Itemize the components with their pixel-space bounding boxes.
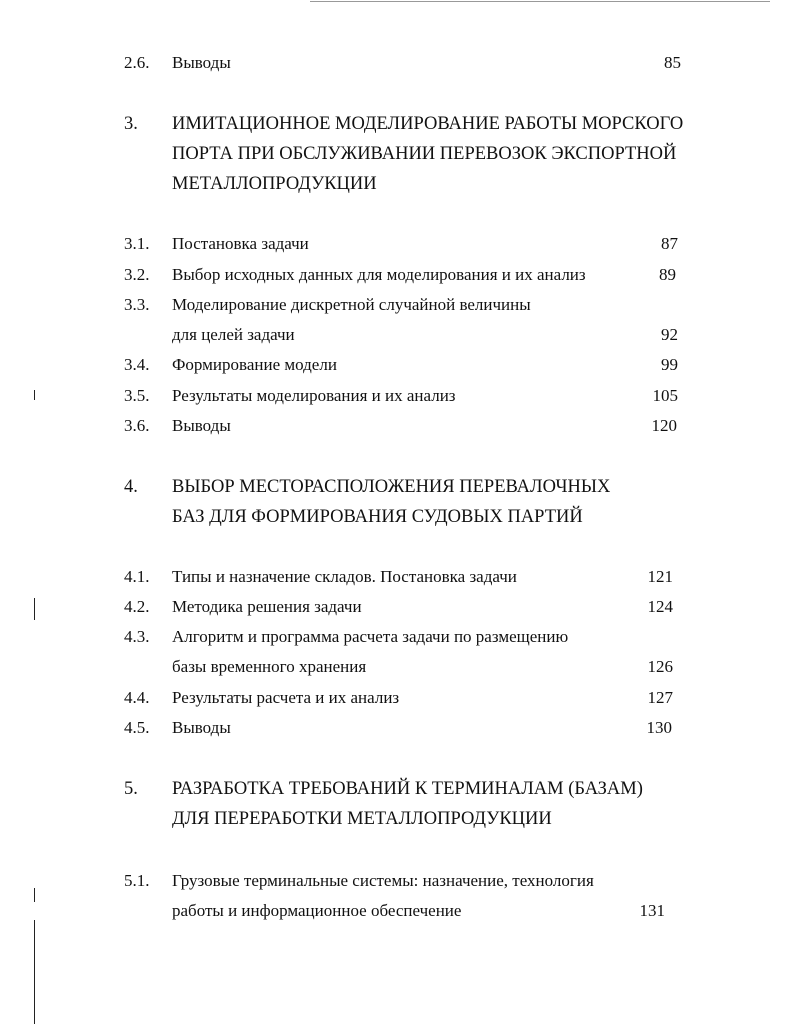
entry-title: Выводы <box>172 53 231 72</box>
entry-title-cont: для целей задачи <box>172 325 295 344</box>
entry-title: Постановка задачи <box>172 234 309 253</box>
scan-mark <box>34 920 35 1024</box>
chapter-title-line: ИМИТАЦИОННОЕ МОДЕЛИРОВАНИЕ РАБОТЫ МОРСКОГО <box>172 114 684 134</box>
entry-number: 4.1. <box>124 567 150 586</box>
entry-page: 124 <box>647 597 673 616</box>
scan-mark <box>34 888 35 902</box>
chapter-number: 5. <box>124 779 138 799</box>
entry-title: Методика решения задачи <box>172 597 362 616</box>
entry-page: 85 <box>664 53 681 72</box>
entry-page: 92 <box>661 325 678 344</box>
entry-number: 3.5. <box>124 386 150 405</box>
entry-number: 4.5. <box>124 718 150 737</box>
entry-page: 89 <box>659 265 676 284</box>
entry-title: Типы и назначение складов. Постановка задачи <box>172 567 517 586</box>
chapter-number: 4. <box>124 477 138 497</box>
entry-page: 131 <box>639 901 665 920</box>
entry-page: 87 <box>661 234 678 253</box>
entry-page: 130 <box>646 718 672 737</box>
entry-number: 3.4. <box>124 355 150 374</box>
entry-title: Выводы <box>172 416 231 435</box>
entry-number: 4.4. <box>124 688 150 707</box>
top-rule <box>310 1 770 2</box>
entry-title: Результаты расчета и их анализ <box>172 688 400 707</box>
entry-title: Результаты моделирования и их анализ <box>172 386 456 405</box>
scan-mark <box>34 598 35 620</box>
entry-number: 3.2. <box>124 265 150 284</box>
entry-title: Моделирование дискретной случайной величины <box>172 295 531 314</box>
entry-title-cont: базы временного хранения <box>172 657 367 676</box>
entry-title: Грузовые терминальные системы: назначение, технология <box>172 871 594 890</box>
entry-page: 99 <box>661 355 678 374</box>
entry-title: Выбор исходных данных для моделирования и их анализ <box>172 265 586 284</box>
entry-number: 5.1. <box>124 871 150 890</box>
entry-page: 120 <box>651 416 677 435</box>
chapter-title-line: ДЛЯ ПЕРЕРАБОТКИ МЕТАЛЛОПРОДУКЦИИ <box>172 809 552 829</box>
entry-page: 105 <box>652 386 678 405</box>
chapter-title-line: ПОРТА ПРИ ОБСЛУЖИВАНИИ ПЕРЕВОЗОК ЭКСПОРТНОЙ <box>172 144 677 164</box>
entry-title: Формирование модели <box>172 355 337 374</box>
entry-number: 2.6. <box>124 53 150 72</box>
entry-title: Алгоритм и программа расчета задачи по размещению <box>172 627 569 646</box>
entry-page: 127 <box>647 688 673 707</box>
entry-page: 126 <box>647 657 673 676</box>
entry-number: 4.2. <box>124 597 150 616</box>
chapter-title-line: ВЫБОР МЕСТОРАСПОЛОЖЕНИЯ ПЕРЕВАЛОЧНЫХ <box>172 477 611 497</box>
chapter-title-line: БАЗ ДЛЯ ФОРМИРОВАНИЯ СУДОВЫХ ПАРТИЙ <box>172 507 583 527</box>
chapter-title-line: РАЗРАБОТКА ТРЕБОВАНИЙ К ТЕРМИНАЛАМ (БАЗАМ) <box>172 779 643 799</box>
scan-mark <box>34 390 35 400</box>
entry-number: 3.3. <box>124 295 150 314</box>
entry-page: 121 <box>647 567 673 586</box>
chapter-title-line: МЕТАЛЛОПРОДУКЦИИ <box>172 174 377 194</box>
chapter-number: 3. <box>124 114 138 134</box>
entry-number: 3.1. <box>124 234 150 253</box>
entry-title: Выводы <box>172 718 231 737</box>
entry-title-cont: работы и информационное обеспечение <box>172 901 462 920</box>
entry-number: 4.3. <box>124 627 150 646</box>
entry-number: 3.6. <box>124 416 150 435</box>
